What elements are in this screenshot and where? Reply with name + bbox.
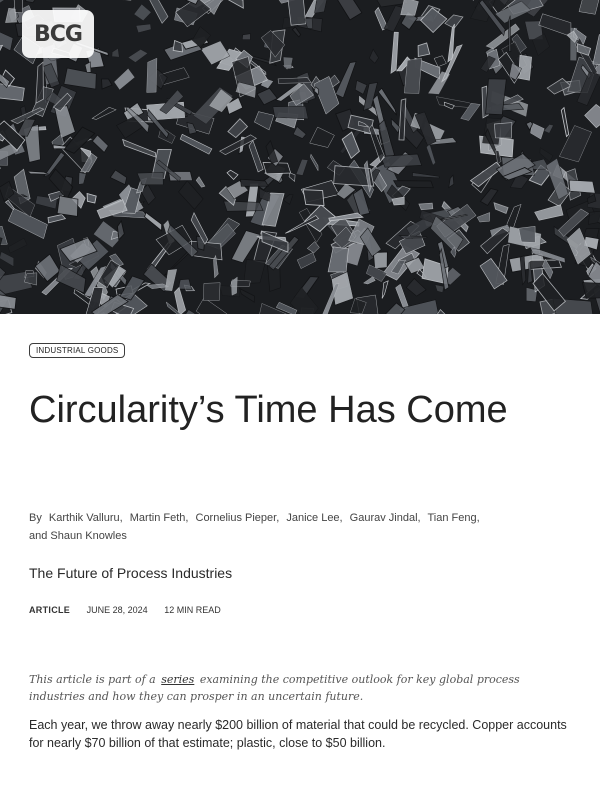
scrap-fragment (136, 24, 151, 33)
scrap-fragment (64, 68, 96, 89)
scrap-fragment (259, 188, 270, 201)
scrap-fragment (242, 34, 250, 40)
scrap-fragment (296, 159, 308, 175)
scrap-fragment (468, 0, 476, 1)
intro-text-after: examining the competitive outlook for key global process industries and how they can prosper in an uncertain future. (29, 673, 520, 703)
scrap-fragment (401, 0, 419, 15)
author-link[interactable]: Tian Feng, (427, 512, 480, 524)
scrap-fragment (224, 201, 263, 211)
scrap-fragment (117, 221, 124, 240)
author-link[interactable]: Karthik Valluru, (48, 512, 123, 524)
scrap-fragment (369, 49, 378, 63)
scrap-fragment (123, 0, 134, 1)
scrap-fragment (123, 140, 156, 158)
scrap-fragment (307, 242, 319, 253)
logo-text: BCG (34, 21, 82, 47)
scrap-fragment (508, 16, 510, 52)
scrap-fragment (293, 127, 306, 139)
scrap-fragment (36, 62, 44, 103)
scrap-fragment (289, 173, 295, 182)
scrap-fragment (544, 124, 554, 133)
series-intro (29, 671, 574, 705)
scrap-fragment (102, 79, 113, 89)
scrap-fragment (376, 303, 405, 314)
scrap-fragment (292, 27, 300, 37)
author-link[interactable]: and Shaun Knowles (29, 530, 127, 542)
scrap-fragment (593, 35, 600, 65)
scrap-fragment (585, 104, 600, 127)
scrap-fragment (0, 252, 14, 267)
byline-prefix: By (29, 512, 42, 524)
scrap-fragment (449, 175, 454, 187)
scrap-fragment (418, 43, 430, 57)
scrap-fragment (178, 279, 191, 289)
scrap-fragment (112, 48, 119, 57)
scrap-fragment (494, 123, 512, 139)
scrap-fragment (93, 135, 109, 152)
scrap-fragment (240, 289, 255, 303)
scrap-fragment (228, 119, 248, 138)
scrap-fragment (303, 190, 324, 206)
scrap-fragment (546, 158, 568, 199)
scrap-fragment (579, 0, 600, 14)
scrap-fragment (373, 252, 387, 269)
scrap-fragment (559, 126, 591, 162)
scrap-fragment (494, 203, 508, 214)
article-subtitle: The Future of Process Industries (29, 565, 233, 581)
scrap-fragment (399, 236, 427, 239)
scrap-fragment (110, 170, 127, 185)
scrap-fragment (569, 180, 595, 193)
author-link[interactable]: Martin Feth, (129, 512, 189, 524)
scrap-fragment (147, 58, 157, 92)
scrap-fragment (273, 106, 308, 119)
scrap-fragment (0, 45, 3, 73)
scrap-fragment (6, 8, 17, 22)
intro-text-before: This article is part of a (29, 673, 156, 686)
article-meta (29, 605, 221, 615)
scrap-fragment (561, 108, 568, 137)
scrap-fragment (328, 247, 348, 272)
scrap-fragment (297, 253, 316, 269)
scrap-fragment (310, 154, 318, 170)
scrap-fragment (180, 134, 212, 154)
scrap-fragment (27, 171, 49, 174)
scrap-fragment (92, 107, 116, 119)
scrap-fragment (588, 211, 600, 224)
scrap-fragment (436, 97, 474, 108)
scrap-fragment (335, 62, 356, 98)
scrap-fragment (477, 213, 490, 223)
scrap-fragment (8, 238, 27, 253)
scrap-fragment (257, 88, 277, 105)
scrap-fragment (310, 127, 335, 147)
scrap-fragment (531, 123, 545, 139)
scrap-fragment (254, 112, 273, 130)
scrap-fragment (244, 260, 266, 284)
scrap-fragment (394, 181, 434, 188)
scrap-fragment (137, 172, 163, 184)
body-paragraph: Each year, we throw away nearly $200 billion of material that could be recycled. Copper accounts for nearly $70 billion of that estimate; plastic, close to $50 billion. (29, 718, 567, 750)
scrap-fragment (355, 80, 367, 94)
scrap-fragment (283, 194, 293, 204)
scrap-fragment (419, 203, 433, 210)
scrap-fragment (114, 68, 135, 90)
scrap-fragment (364, 277, 376, 284)
article-type: ARTICLE (29, 605, 71, 615)
scrap-fragment (315, 0, 330, 13)
publish-date: JUNE 28, 2024 (86, 605, 148, 615)
scrap-fragment (434, 56, 446, 67)
scrap-fragment (35, 254, 60, 282)
scrap-fragment (85, 62, 91, 72)
scrap-fragment (278, 78, 311, 84)
scrap-fragment (55, 106, 76, 139)
scrap-fragment (427, 143, 436, 165)
scrap-fragment (332, 0, 361, 20)
scrap-fragment (577, 44, 590, 56)
hero-image (0, 0, 600, 314)
scrap-fragment (249, 141, 263, 172)
scrap-fragment (57, 196, 78, 217)
bcg-logo[interactable] (22, 10, 94, 58)
scrap-fragment (0, 83, 24, 101)
scrap-fragment (539, 14, 571, 37)
scrap-fragment (128, 49, 148, 62)
scrap-fragment (380, 154, 421, 167)
scrap-fragment (145, 212, 162, 230)
scrap-fragment (535, 205, 563, 220)
author-link[interactable]: Gaurav Jindal, (349, 512, 421, 524)
byline (29, 509, 549, 545)
scrap-fragment (134, 4, 151, 20)
article-title: Circularity’s Time Has Come (29, 389, 508, 431)
scrap-fragment (227, 170, 238, 179)
scrap-fragment (406, 279, 426, 297)
scrap-fragment (382, 281, 388, 299)
scrap-fragment (48, 215, 65, 223)
read-time: 12 MIN READ (164, 605, 221, 615)
scrap-fragment (196, 177, 205, 187)
scrap-fragment (203, 283, 220, 301)
scrap-fragment (173, 41, 182, 52)
author-link[interactable]: Janice Lee, (286, 512, 343, 524)
scrap-fragment (0, 0, 11, 4)
scrap-fragment (391, 119, 399, 133)
scrap-fragment (79, 173, 86, 185)
scrap-fragment (87, 194, 96, 204)
category-tag[interactable]: INDUSTRIAL GOODS (29, 343, 125, 358)
series-link[interactable]: series (161, 673, 195, 686)
author-link[interactable]: Cornelius Pieper, (195, 512, 280, 524)
scrap-fragment (413, 173, 440, 178)
scrap-fragment (519, 226, 536, 242)
scrap-fragment (435, 285, 444, 293)
scrap-fragment (25, 0, 48, 3)
